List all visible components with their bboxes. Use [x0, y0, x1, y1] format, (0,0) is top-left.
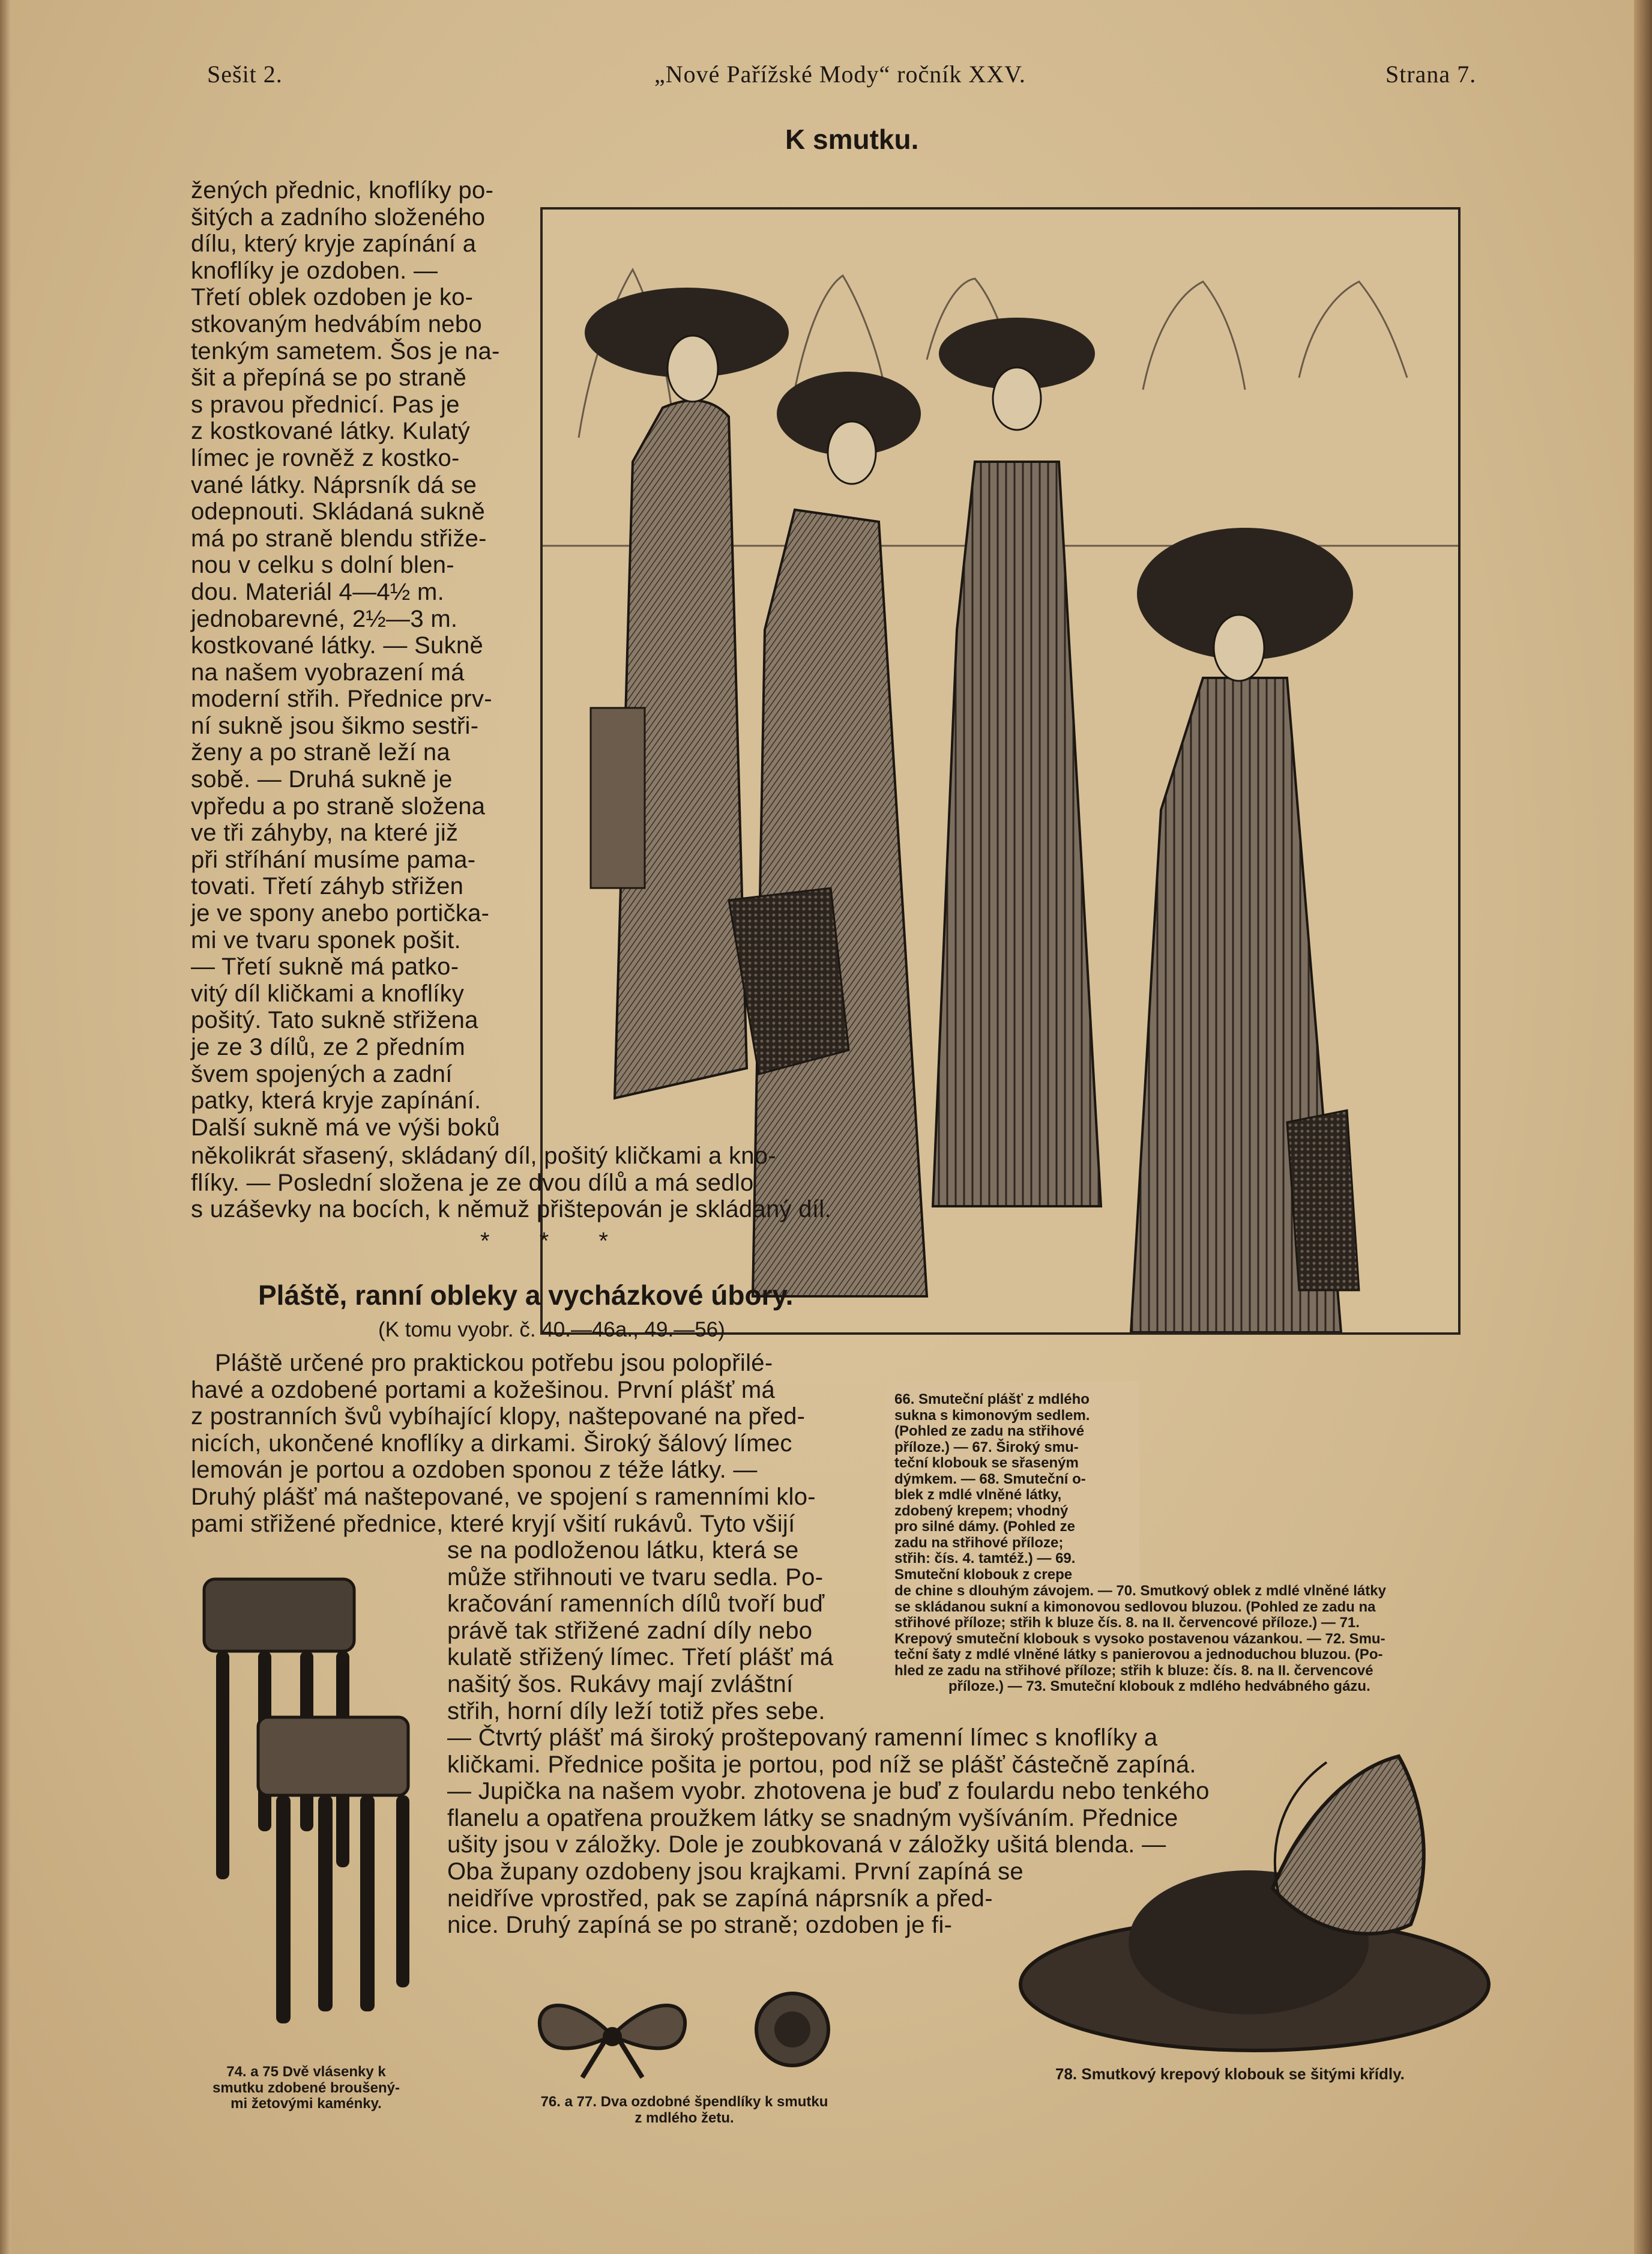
section-reference: (K tomu vyobr. č. 40.—46a., 49.—56) [378, 1318, 725, 1341]
section-heading: Pláště, ranní obleky a vycházkové úbory. [258, 1280, 794, 1311]
section-body-narrow: se na podloženou látku, která se může střihnouti ve tvaru sedla. Po- kračování ramenních dílů tvoří buď právě tak střižené zadní díly nebo kulatě střižený límec. Třetí plášť má našitý šos. Rukávy mají zvláštní střih, horní díly leží totiž přes sebe. [447, 1537, 834, 1724]
hat-caption: 78. Smutkový krepový klobouk se šitými křídly. [1055, 2065, 1405, 2083]
section-divider-stars: * * * [480, 1228, 630, 1254]
main-caption-wide: de chine s dlouhým závojem. — 70. Smutkový oblek z mdlé vlněné látky se skládanou sukní a kimonovou sedlovou bluzou. (Pohled ze zadu na střihové příloze; střih k bluze čís. 8. na II. červencové příloze.) — 71. Krepový smuteční klobouk s vysoko postavenou vázankou. — 72. Smu- teční šaty z mdlé vlněné látky s panierovou a jednoduchou bluzou. (Po- hled ze zadu na střihové příloze; střih k bluze: čís. 8. na II. červencové příloze.) — 73. Smuteční klobouk z mdlého hedvábného gázu. [894, 1583, 1386, 1694]
section-body-lower: — Čtvrtý plášť má široký proštepovaný ramenní límec s knoflíky a kličkami. Přednice pošita je portou, pod níž se plášť částečně zapíná. — Jupička na našem vyobr. zhotovena je buď z foulardu nebo tenkého flanelu a opatřena proužkem látky se snadným vyšíváním. Přednice ušity jsou v záložky. Dole je zoubkovaná v záložky ušitá blenda. — Oba župany ozdobeny jsou krajkami. První zapíná se neidříve vprostřed, pak se zapíná náprsník a před- nice. Druhý zapíná se po straně; ozdoben je fi- [447, 1724, 1210, 1939]
header-journal-title: „Nové Pařížské Mody“ ročník XXV. [654, 61, 1026, 88]
page-title: K smutku. [785, 124, 919, 155]
header-page-number: Strana 7. [1385, 61, 1477, 88]
left-page-edge [0, 0, 11, 2254]
combs-caption: 74. a 75 Dvě vlásenky k smutku zdobené broušený- mi žetovými kaménky. [212, 2064, 400, 2112]
article-column-top: žených přednic, knoflíky po- šitých a zadního složeného dílu, který kryje zapínání a knoflíky je ozdoben. — Třetí oblek ozdoben je ko- stkovaným hedvábím nebo tenkým sametem. Šos je na- šit a přepíná se po straně s pravou přednicí. Pas je z kostkované látky. Kulatý límec je rovněž z kostko- vané látky. Náprsník dá se odepnouti. Skládaná sukně má po straně blendu střiže- nou v celku s dolní blen- dou. Materiál 4—4½ m. jednobarevné, 2½—3 m. kostkované látky. — Sukně na našem vyobrazení má moderní střih. Přednice prv- ní sukně jsou šikmo sestři- ženy a po straně leží na sobě. — Druhá sukně je vpředu a po straně složena ve tři záhyby, na které již při stříhání musíme pama- tovati. Třetí záhyb střižen je ve spony anebo portička- mi ve tvaru sponek pošit. — Třetí sukně má patko- vitý díl kličkami a knoflíky pošitý. Tato sukně střižena je ze 3 dílů, ze 2 předním švem spojených a zadní patky, která kryje zapínání. Další sukně má ve výši boků [191, 177, 500, 1141]
pins-illustration [516, 1981, 840, 2083]
pins-caption: 76. a 77. Dva ozdobné špendlíky k smutku z mdlého žetu. [540, 2094, 828, 2126]
section-body-wide: Pláště určené pro praktickou potřebu jsou polopřilé- havé a ozdobené portami a kožešinou. První plášť má z postranních švů vybíhající klopy, naštepované na před- nicích, ukončené knoflíky a dirkami. Široký šálový límec lemován je portou a ozdoben sponou z téže látky. — Druhý plášť má naštepované, ve spojení s ramenními klo- pami střižené přednice, které kryjí všití rukávů. Tyto všijí [191, 1350, 816, 1537]
header-issue: Sešit 2. [207, 61, 283, 88]
right-page-edge [1634, 0, 1652, 2254]
mourning-hat-illustration [1014, 1744, 1495, 2056]
hair-combs-illustration [192, 1567, 420, 2053]
article-column-wide: několikrát sřasený, skládaný díl, pošitý kličkami a kno- flíky. — Poslední složena je ze dvou dílů a má sedlo s uzáševky na bocích, k němuž přištepován je skládaný díl. [191, 1143, 831, 1223]
main-caption-left: 66. Smuteční plášť z mdlého sukna s kimonovým sedlem. (Pohled ze zadu na střihové příloze.) — 67. Široký smu- teční klobouk se sřaseným dýmkem. — 68. Smuteční o- blek z mdlé vlněné látky, zdobený krepem; vhodný pro silné dámy. (Pohled ze zadu na střihové příloze; střih: čís. 4. tamtéž.) — 69. Smuteční klobouk z crepe [894, 1391, 1090, 1583]
